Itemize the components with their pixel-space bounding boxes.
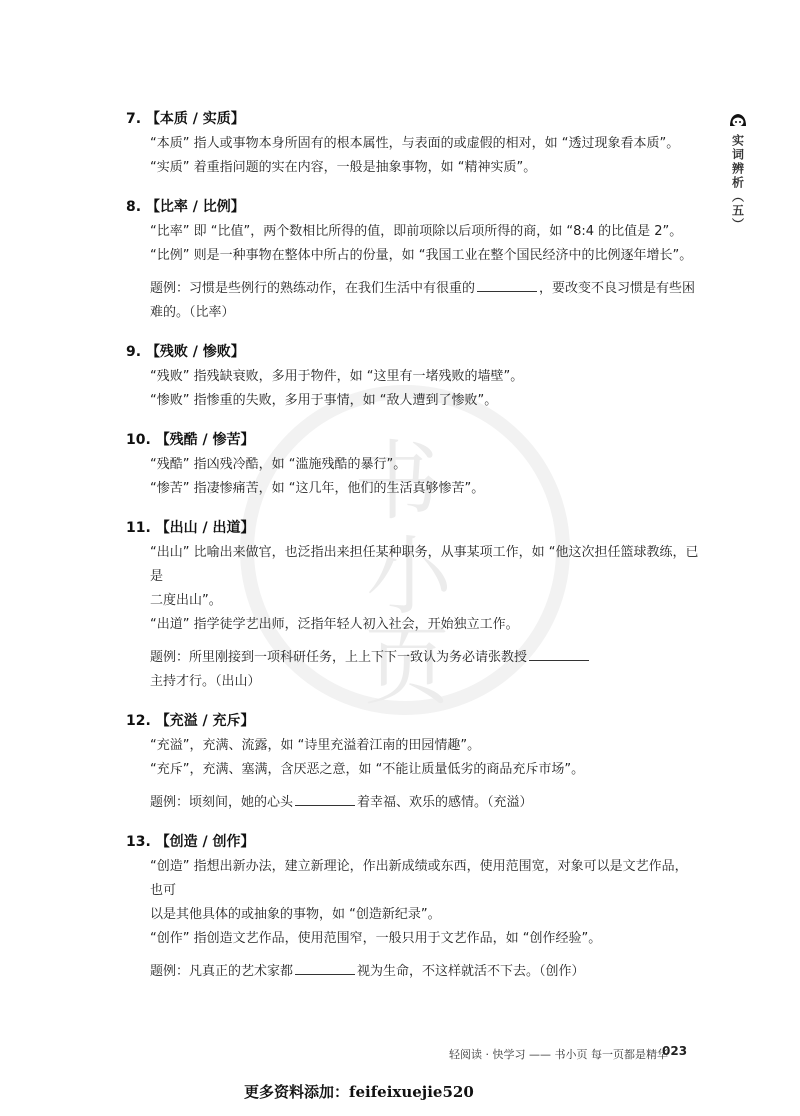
definition-line: “残败” 指残缺衰败，多用于物件，如 “这里有一堵残败的墙壁”。 [150,369,524,384]
example-continuation: 难的。（比率） [150,305,235,320]
entry-number: 10. [126,432,151,448]
contact-note: 更多资料添加：feifeixuejie520 [244,1083,474,1101]
page-number: 023 [662,1044,688,1058]
answer-blank [295,960,355,975]
entry-item [0,341,800,413]
entry-number: 13. [126,834,151,850]
entry-heading [126,108,245,130]
example-question [150,791,700,815]
entry-title: 【本质 / 实质】 [145,111,245,127]
example-question [150,277,700,301]
answer-blank [477,277,537,292]
entry-heading [126,196,245,218]
example-text-before: 题例：所里刚接到一项科研任务，上上下下一致认为务必请张教授 [150,650,528,665]
definition-line: “比例” 则是一种事物在整体中所占的份量，如 “我国工业在整个国民经济中的比例逐年增长”。 [150,248,693,263]
entry-item [0,831,800,984]
definition-line: “充斥”，充满、塞满，含厌恶之意，如 “不能让质量低劣的商品充斥市场”。 [150,762,585,777]
entry-title: 【残败 / 惨败】 [145,344,245,360]
entry-heading [126,710,255,732]
example-text-before: 题例：顷刻间，她的心头 [150,795,294,810]
watermark-char: 小 [366,527,452,627]
entry-number: 9. [126,344,142,360]
definition-line: “残酷” 指凶残冷酷，如 “滥施残酷的暴行”。 [150,457,407,472]
entry-list [0,108,800,1000]
entry-item [0,196,800,325]
entry-title: 【充溢 / 充斥】 [155,713,255,729]
definition-line: “出山” 比喻出来做官，也泛指出来担任某种职务，从事某项工作，如 “他这次担任篮球教练，已是 [150,545,699,584]
entry-number: 12. [126,713,151,729]
entry-heading [126,429,255,451]
definition-line: 二度出山”。 [150,593,222,608]
example-text-after: 主持才行。（出山） [150,674,261,689]
watermark-char: 书 [354,432,440,532]
definition-line: “充溢”，充满、流露，如 “诗里充溢着江南的田园情趣”。 [150,738,481,753]
entry-number: 11. [126,520,151,536]
entry-number: 8. [126,199,142,215]
entry-title: 【出山 / 出道】 [155,520,255,536]
definition-line: “惨败” 指惨重的失败，多用于事情，如 “敌人遭到了惨败”。 [150,393,498,408]
entry-heading [126,831,255,853]
side-tab-label: 实词辨析（五） [730,134,745,232]
example-text-after: 视为生命，不这样就活不下去。（创作） [357,964,585,979]
example-question [150,960,700,984]
answer-blank [529,646,589,661]
example-text-before: 题例：习惯是些例行的熟练动作，在我们生活中有很重的 [150,281,476,296]
definition-line: “创作” 指创造文艺作品，使用范围窄，一般只用于文艺作品，如 “创作经验”。 [150,931,602,946]
definition-line: “惨苦” 指凄惨痛苦，如 “这几年，他们的生活真够惨苦”。 [150,481,485,496]
entry-title: 【残酷 / 惨苦】 [155,432,255,448]
entry-number: 7. [126,111,142,127]
example-text-before: 题例：凡真正的艺术家都 [150,964,294,979]
definition-line: “出道” 指学徒学艺出师，泛指年轻人初入社会，开始独立工作。 [150,617,519,632]
answer-blank [295,791,355,806]
entry-title: 【创造 / 创作】 [155,834,255,850]
definition-line: “本质” 指人或事物本身所固有的根本属性，与表面的或虚假的相对，如 “透过现象看本质”。 [150,136,680,151]
entry-heading [126,341,245,363]
definition-line: “实质” 着重指问题的实在内容，一般是抽象事物，如 “精神实质”。 [150,160,537,175]
example-text-after: 着幸福、欢乐的感情。（充溢） [357,795,533,810]
definition-line: “比率” 即 “比值”，两个数相比所得的值，即前项除以后项所得的商，如 “8:4 的比值是 2”。 [150,224,683,239]
watermark-char: 页 [364,617,450,717]
entry-item [0,517,800,694]
entry-title: 【比率 / 比例】 [145,199,245,215]
definition-line: 以是其他具体的或抽象的事物，如 “创造新纪录”。 [150,907,441,922]
entry-item [0,429,800,501]
entry-item [0,710,800,815]
example-text-after: ，要改变不良习惯是有些困 [539,281,696,296]
footer-series: 轻阅读 · 快学习 —— 书小页 每一页都是精华 [449,1048,668,1061]
entry-heading [126,517,255,539]
entry-item [0,108,800,180]
example-question [150,646,700,694]
definition-line: “创造” 指想出新办法，建立新理论，作出新成绩或东西，使用范围宽，对象可以是文艺作品，也可 [150,859,688,898]
